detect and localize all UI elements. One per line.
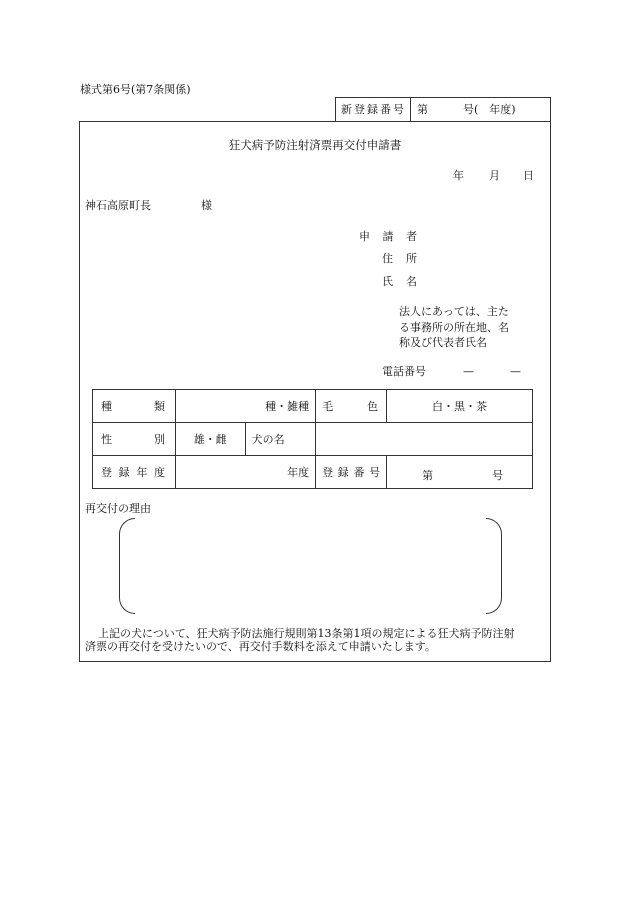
dog-details-table: [92, 389, 533, 489]
table-row: [93, 390, 533, 423]
dog-name-label: 犬の名: [245, 423, 316, 456]
reason-left-bracket: [119, 518, 135, 614]
reason-right-bracket: [486, 518, 502, 614]
registration-number-label: 登録番号: [322, 466, 381, 479]
statement-line-2: 済票の再交付を受けたいので、再交付手数料を添えて申請いたします。: [85, 640, 436, 653]
phone-separator-2: —: [510, 365, 521, 378]
form-title: 狂犬病予防注射済票再交付申請書: [228, 138, 402, 152]
sex-label: 性別: [101, 433, 165, 446]
sex-value: 雄・雌: [175, 423, 245, 456]
phone-separator-1: —: [463, 365, 474, 378]
registration-year-suffix: 年度: [175, 456, 315, 489]
table-row: [93, 423, 533, 456]
coat-color-label: 毛色: [322, 400, 379, 413]
date-year-label: 年: [453, 169, 464, 182]
header-box-divider: [410, 97, 411, 122]
phone-number-label: 電話番号: [382, 365, 426, 378]
registration-year-label: 登録年度: [101, 466, 165, 479]
date-day-label: 日: [523, 169, 534, 182]
statement-line-1: 上記の犬について、狂犬病予防法施行規則第13条第1項の規定による狂犬病予防注射: [98, 627, 515, 640]
applicant-label: 申請者: [359, 230, 417, 243]
kind-value: 種・雑種: [175, 390, 315, 423]
table-row: [93, 456, 533, 489]
applicant-name-label: 氏名: [382, 275, 417, 288]
registration-number-suffix: 号: [492, 469, 504, 482]
new-registration-number-suffix: 号( 年度): [463, 103, 516, 116]
addressee-honorific: 様: [201, 199, 212, 212]
registration-number-prefix: 第: [422, 469, 434, 482]
coat-color-value: 白・黒・茶: [387, 390, 533, 423]
dog-name-value[interactable]: [316, 423, 533, 456]
reissue-reason-field[interactable]: [140, 522, 480, 610]
registration-number-cell: [387, 456, 533, 489]
new-registration-number-prefix: 第: [417, 103, 428, 116]
form-number: 様式第6号(第7条関係): [80, 83, 191, 96]
addressee-name: 神石高原町長: [85, 199, 151, 212]
corporate-note-line-2: る事務所の所在地、名: [399, 321, 509, 334]
corporate-note-line-1: 法人にあっては、主た: [399, 305, 509, 318]
corporate-note-line-3: 称及び代表者氏名: [399, 336, 487, 349]
reissue-reason-label: 再交付の理由: [85, 502, 151, 515]
kind-label: 種類: [101, 400, 165, 413]
date-month-label: 月: [489, 169, 500, 182]
applicant-address-label: 住所: [382, 252, 417, 265]
new-registration-number-label: 新登録番号: [341, 103, 404, 116]
